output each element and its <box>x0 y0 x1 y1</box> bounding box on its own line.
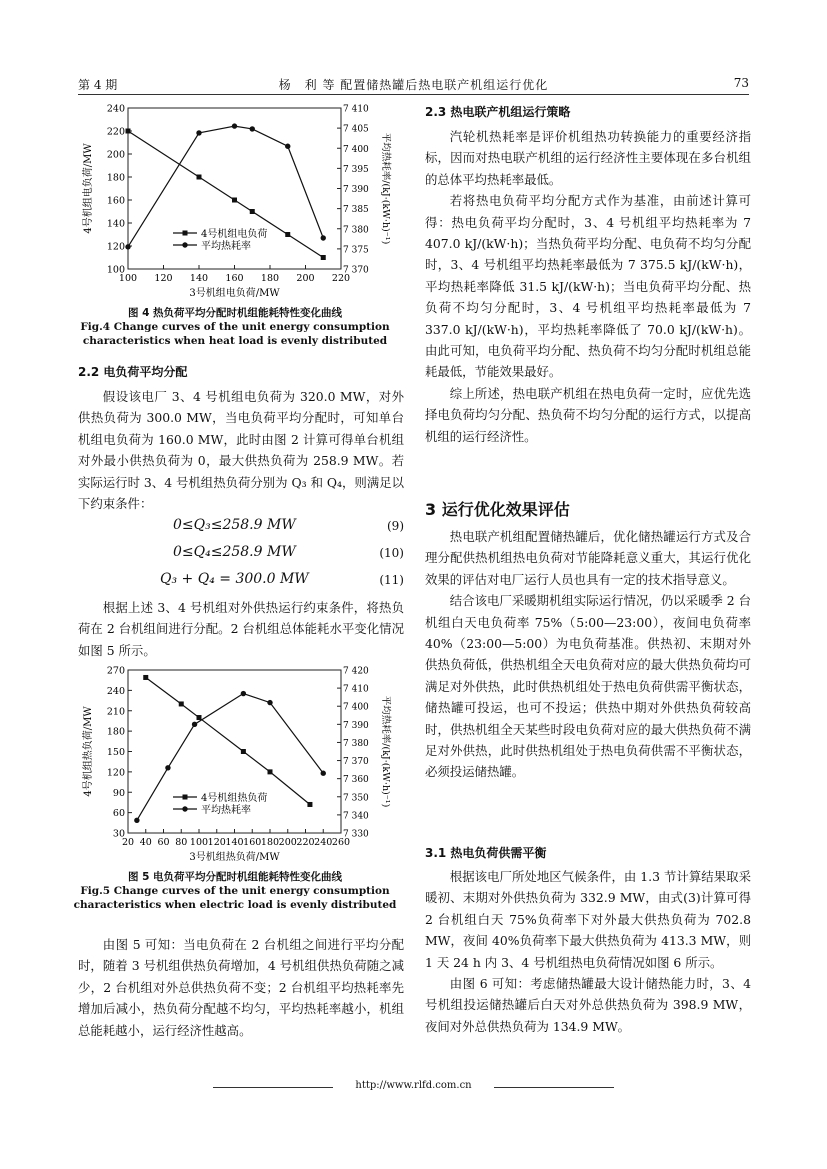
left-paragraph-1 <box>78 386 404 514</box>
y-right-tick-label: 7 375 <box>343 245 369 256</box>
data-point-square <box>143 675 148 680</box>
x-tick-label: 200 <box>278 837 297 848</box>
x-axis-label: 3号机组电负荷/MW <box>189 288 280 299</box>
right-paragraphs-b <box>425 526 751 783</box>
x-tick-label: 220 <box>296 837 315 848</box>
data-point-square <box>197 715 202 720</box>
y-left-tick-label: 100 <box>106 264 125 276</box>
figure-5-caption-en-1: Fig.5 Change curves of the unit energy consumption <box>80 885 390 897</box>
equation-10-number: (10) <box>379 546 404 560</box>
equation-11-number: (11) <box>379 573 404 587</box>
data-point-circle <box>192 722 197 727</box>
y-right-tick-label: 7 380 <box>343 738 369 749</box>
x-tick-label: 140 <box>189 273 209 284</box>
legend-label: 平均热耗率 <box>201 241 251 252</box>
y-left-axis-label: 4号机组热负荷/MW <box>83 706 94 797</box>
y-left-tick-label: 30 <box>112 828 125 840</box>
right-paragraphs-c <box>425 866 751 1037</box>
data-point-square <box>250 209 255 214</box>
y-left-tick-label: 220 <box>106 126 125 138</box>
paragraph-text: 由图 5 可知：当电负荷在 2 台机组之间进行平均分配时，随着 3 号机组供热负荷增加，4 号机组供热负荷随之减少，2 台机组对外总供热负荷不变；2 台机组平均热耗率先增加后减小，热负荷分配越不均匀，平均热耗率越小，机组总能耗越小，运行经济性越高。 <box>78 937 404 1038</box>
legend-marker-circle <box>182 242 187 247</box>
legend-marker-square <box>183 795 188 800</box>
equation-11 <box>78 571 404 593</box>
x-tick-label: 180 <box>260 837 280 848</box>
running-header <box>78 74 749 95</box>
paragraph-text: 根据该电厂所处地区气候条件，由 1.3 节计算结果取采暖初、末期对外供热负荷为 332.9 MW，由式(3)计算可得 2 台机组白天 75%负荷率下对外最大供热负荷为 702.8 MW，夜间 40%负荷率下最大供热负荷为 413.3 MW，则 1 天 24 h 内 3、4 号机组热电负荷情况如图 6 所示。 <box>425 869 751 970</box>
y-right-tick-label: 7 410 <box>343 104 369 115</box>
data-point-square <box>307 802 312 807</box>
paragraph-text: 根据上述 3、4 号机组对外供热运行约束条件，将热负荷在 2 台机组间进行分配。2 台机组总体能耗水平变化情况如图 5 所示。 <box>78 600 404 658</box>
data-point-circle <box>321 235 326 240</box>
x-tick-label: 200 <box>296 273 315 284</box>
section-2-2-heading: 2.2 电负荷平均分配 <box>78 365 188 379</box>
x-tick-label: 240 <box>314 837 333 848</box>
figure-5-chart <box>78 660 408 865</box>
y-right-tick-label: 7 390 <box>343 185 369 195</box>
data-point-circle <box>125 244 130 249</box>
left-paragraph-2 <box>78 597 404 661</box>
equation-9 <box>78 517 404 539</box>
figure-4-caption-cn: 图 4 热负荷平均分配时机组能耗特性变化曲线 <box>127 307 343 319</box>
data-point-square <box>197 175 202 180</box>
x-tick-label: 160 <box>243 837 262 848</box>
y-right-tick-label: 7 330 <box>343 829 369 840</box>
figure-5-caption <box>60 870 410 912</box>
equation-9-number: (9) <box>387 519 404 533</box>
x-tick-label: 140 <box>225 837 244 848</box>
data-point-circle <box>321 771 326 776</box>
section-2-3-heading: 2.3 热电联产机组运行策略 <box>425 105 571 119</box>
issue-label: 第 4 期 <box>78 78 118 92</box>
data-point-square <box>241 749 246 754</box>
y-right-tick-label: 7 390 <box>343 720 369 731</box>
y-left-axis-label: 4号机组电负荷/MW <box>83 143 94 234</box>
x-tick-label: 120 <box>207 837 226 848</box>
y-right-tick-label: 7 420 <box>343 666 369 677</box>
y-right-tick-label: 7 395 <box>343 164 369 175</box>
figure-5-caption-cn: 图 5 电负荷平均分配时机组能耗特性变化曲线 <box>127 871 343 883</box>
y-right-axis-label: 平均热耗率/(kJ·(kW·h)⁻¹) <box>380 132 391 245</box>
x-tick-label: 60 <box>157 837 170 848</box>
y-left-tick-label: 180 <box>106 726 125 738</box>
y-left-tick-label: 180 <box>106 172 125 184</box>
figure-5-caption-en-2: characteristics when electric load is evenly distributed <box>73 899 397 911</box>
right-paragraphs-a <box>425 126 751 447</box>
x-tick-label: 260 <box>331 837 351 848</box>
y-left-tick-label: 90 <box>112 787 125 799</box>
y-right-tick-label: 7 370 <box>343 265 369 276</box>
paragraph-text: 假设该电厂 3、4 号机组电负荷为 320.0 MW，对外供热负荷为 300.0 MW，当电负荷平均分配时，可知单台机组电负荷为 160.0 MW，此时由图 2 计算可得单台机组对外最小供热负荷为 0，最大供热负荷为 258.9 MW。若实际运行时 3、4 号机组热负荷分别为 Q₃ 和 Q₄，则满足以下约束条件： <box>78 389 404 512</box>
paragraph-text: 由图 6 可知：考虑储热罐最大设计储热能力时，3、4 号机组投运储热罐后白天对外总供热负荷为 398.9 MW，夜间对外总供热负荷为 134.9 MW。 <box>425 976 751 1034</box>
y-right-axis-label: 平均热耗率/(kJ·(kW·h)⁻¹) <box>380 695 391 808</box>
figure-4 <box>78 98 408 300</box>
data-point-square <box>126 129 131 134</box>
y-right-tick-label: 7 370 <box>343 757 369 768</box>
data-point-circle <box>241 691 246 696</box>
y-right-tick-label: 7 360 <box>343 775 369 786</box>
x-axis-label: 3号机组热负荷/MW <box>189 852 280 863</box>
paragraph-text: 若将热电负荷平均分配方式作为基准，由前述计算可得：热电负荷平均分配时，3、4 号机组平均热耗率为 7 407.0 kJ/(kW·h)；当热负荷平均分配、电负荷不均匀分配时，3、4 号机组平均热耗率最低为 7 375.5 kJ/(kW·h)，平均热耗率降低 31.5 kJ/(kW·h)；当电负荷平均分配、热负荷不均匀分配时，3、4 号机组平均热耗率最低为 7 337.0 kJ/(kW·h)，平均热耗率降低了 70.0 kJ/(kW·h)。由此可知，电负荷平均分配、热负荷不均匀分配时机组总能耗最低，节能效果最好。 <box>425 193 751 380</box>
paragraph-text: 汽轮机热耗率是评价机组热功转换能力的重要经济指标，因而对热电联产机组的运行经济性主要体现在多台机组的总体平均热耗率最低。 <box>425 129 751 187</box>
section-3-1-heading: 3.1 热电负荷供需平衡 <box>425 846 547 860</box>
y-right-tick-label: 7 400 <box>343 144 369 155</box>
paragraph-text: 热电联产机组配置储热罐后，优化储热罐运行方式及合理分配供热机组热电负荷对节能降耗意义重大，其运行优化效果的评估对电厂运行人员也具有一定的技术指导意义。 <box>425 529 751 587</box>
x-tick-label: 160 <box>225 273 244 284</box>
data-point-circle <box>196 130 201 135</box>
legend-marker-circle <box>182 806 187 811</box>
x-tick-label: 40 <box>139 837 152 848</box>
figure-4-caption-en-2: characteristics when heat load is evenly distributed <box>82 335 388 347</box>
data-point-square <box>285 232 290 237</box>
y-left-tick-label: 140 <box>106 218 125 230</box>
y-left-tick-label: 200 <box>106 149 125 161</box>
x-tick-label: 120 <box>154 273 173 284</box>
y-right-tick-label: 7 410 <box>343 684 369 695</box>
figure-5 <box>78 660 408 865</box>
running-title: 杨 利 等 配置储热罐后热电联产机组运行优化 <box>278 78 549 92</box>
data-point-circle <box>134 818 139 823</box>
y-left-tick-label: 160 <box>106 195 125 207</box>
data-point-circle <box>232 123 237 128</box>
y-left-tick-label: 240 <box>106 685 125 697</box>
x-tick-label: 220 <box>331 273 351 284</box>
figure-4-caption <box>60 306 410 348</box>
y-left-tick-label: 60 <box>112 808 125 820</box>
y-left-tick-label: 210 <box>106 706 125 718</box>
series-line <box>146 677 310 804</box>
legend-label: 4号机组热负荷 <box>201 793 268 804</box>
y-left-tick-label: 150 <box>106 747 125 758</box>
y-left-tick-label: 120 <box>106 241 125 253</box>
legend-label: 平均热耗率 <box>201 805 251 816</box>
footer-url: http://www.rlfd.com.cn <box>355 1080 472 1091</box>
figure-4-caption-en-1: Fig.4 Change curves of the unit energy consumption <box>80 321 390 333</box>
y-left-tick-label: 120 <box>106 767 125 779</box>
x-tick-label: 20 <box>121 837 135 848</box>
x-tick-label: 100 <box>189 837 209 848</box>
data-point-square <box>268 769 273 774</box>
y-right-tick-label: 7 380 <box>343 225 369 236</box>
equation-11-body: Q₃ + Q₄ = 300.0 MW <box>160 571 309 587</box>
footer-rule-right <box>494 1087 614 1088</box>
data-point-circle <box>250 126 255 131</box>
footer-rule-left <box>213 1087 333 1088</box>
data-point-circle <box>285 144 290 149</box>
x-tick-label: 100 <box>118 273 138 284</box>
data-point-square <box>232 198 237 203</box>
data-point-square <box>179 701 184 706</box>
y-right-tick-label: 7 400 <box>343 702 369 713</box>
figure-4-chart <box>78 98 408 300</box>
equation-10 <box>78 544 404 566</box>
data-point-circle <box>267 700 272 705</box>
legend-marker-square <box>183 231 188 236</box>
y-right-tick-label: 7 405 <box>343 124 369 135</box>
paragraph-text: 综上所述，热电联产机组在热电负荷一定时，应优先选择电负荷均匀分配、热负荷不均匀分配的运行方式，以提高机组的运行经济性。 <box>425 385 751 444</box>
x-tick-label: 180 <box>260 273 280 284</box>
left-paragraph-3 <box>78 934 404 1041</box>
equation-9-body: 0≤Q₃≤258.9 MW <box>173 517 296 533</box>
y-right-tick-label: 7 350 <box>343 793 369 804</box>
y-left-tick-label: 240 <box>106 103 125 115</box>
equation-10-body: 0≤Q₄≤258.9 MW <box>173 544 296 560</box>
x-tick-label: 80 <box>175 837 188 848</box>
y-left-tick-label: 270 <box>106 665 125 677</box>
data-point-circle <box>165 765 170 770</box>
y-right-tick-label: 7 385 <box>343 205 369 216</box>
legend-label: 4号机组电负荷 <box>201 229 268 240</box>
page-number: 73 <box>733 76 749 90</box>
section-3-heading: 3 运行优化效果评估 <box>425 500 570 519</box>
paragraph-text: 结合该电厂采暖期机组实际运行情况，仍以采暖季 2 台机组白天电负荷率 75%（5:00—23:00），夜间电负荷率 40%（23:00—5:00）为电负荷基准。供热初、末期对外供热负荷低，供热机组全天电负荷对应的最大供热负荷均可满足对外供热，此时供热机组处于热电负荷供需平衡状态，储热罐可投运，也可不投运；供热中期对外供热负荷较高时，供热机组全天某些时段电负荷对应的最大供热负荷不满足对外供热，此时供热机组处于热电负荷供需不平衡状态，必须投运储热罐。 <box>425 593 751 780</box>
y-right-tick-label: 7 340 <box>343 811 369 822</box>
footer <box>0 1080 827 1091</box>
data-point-square <box>321 255 326 260</box>
